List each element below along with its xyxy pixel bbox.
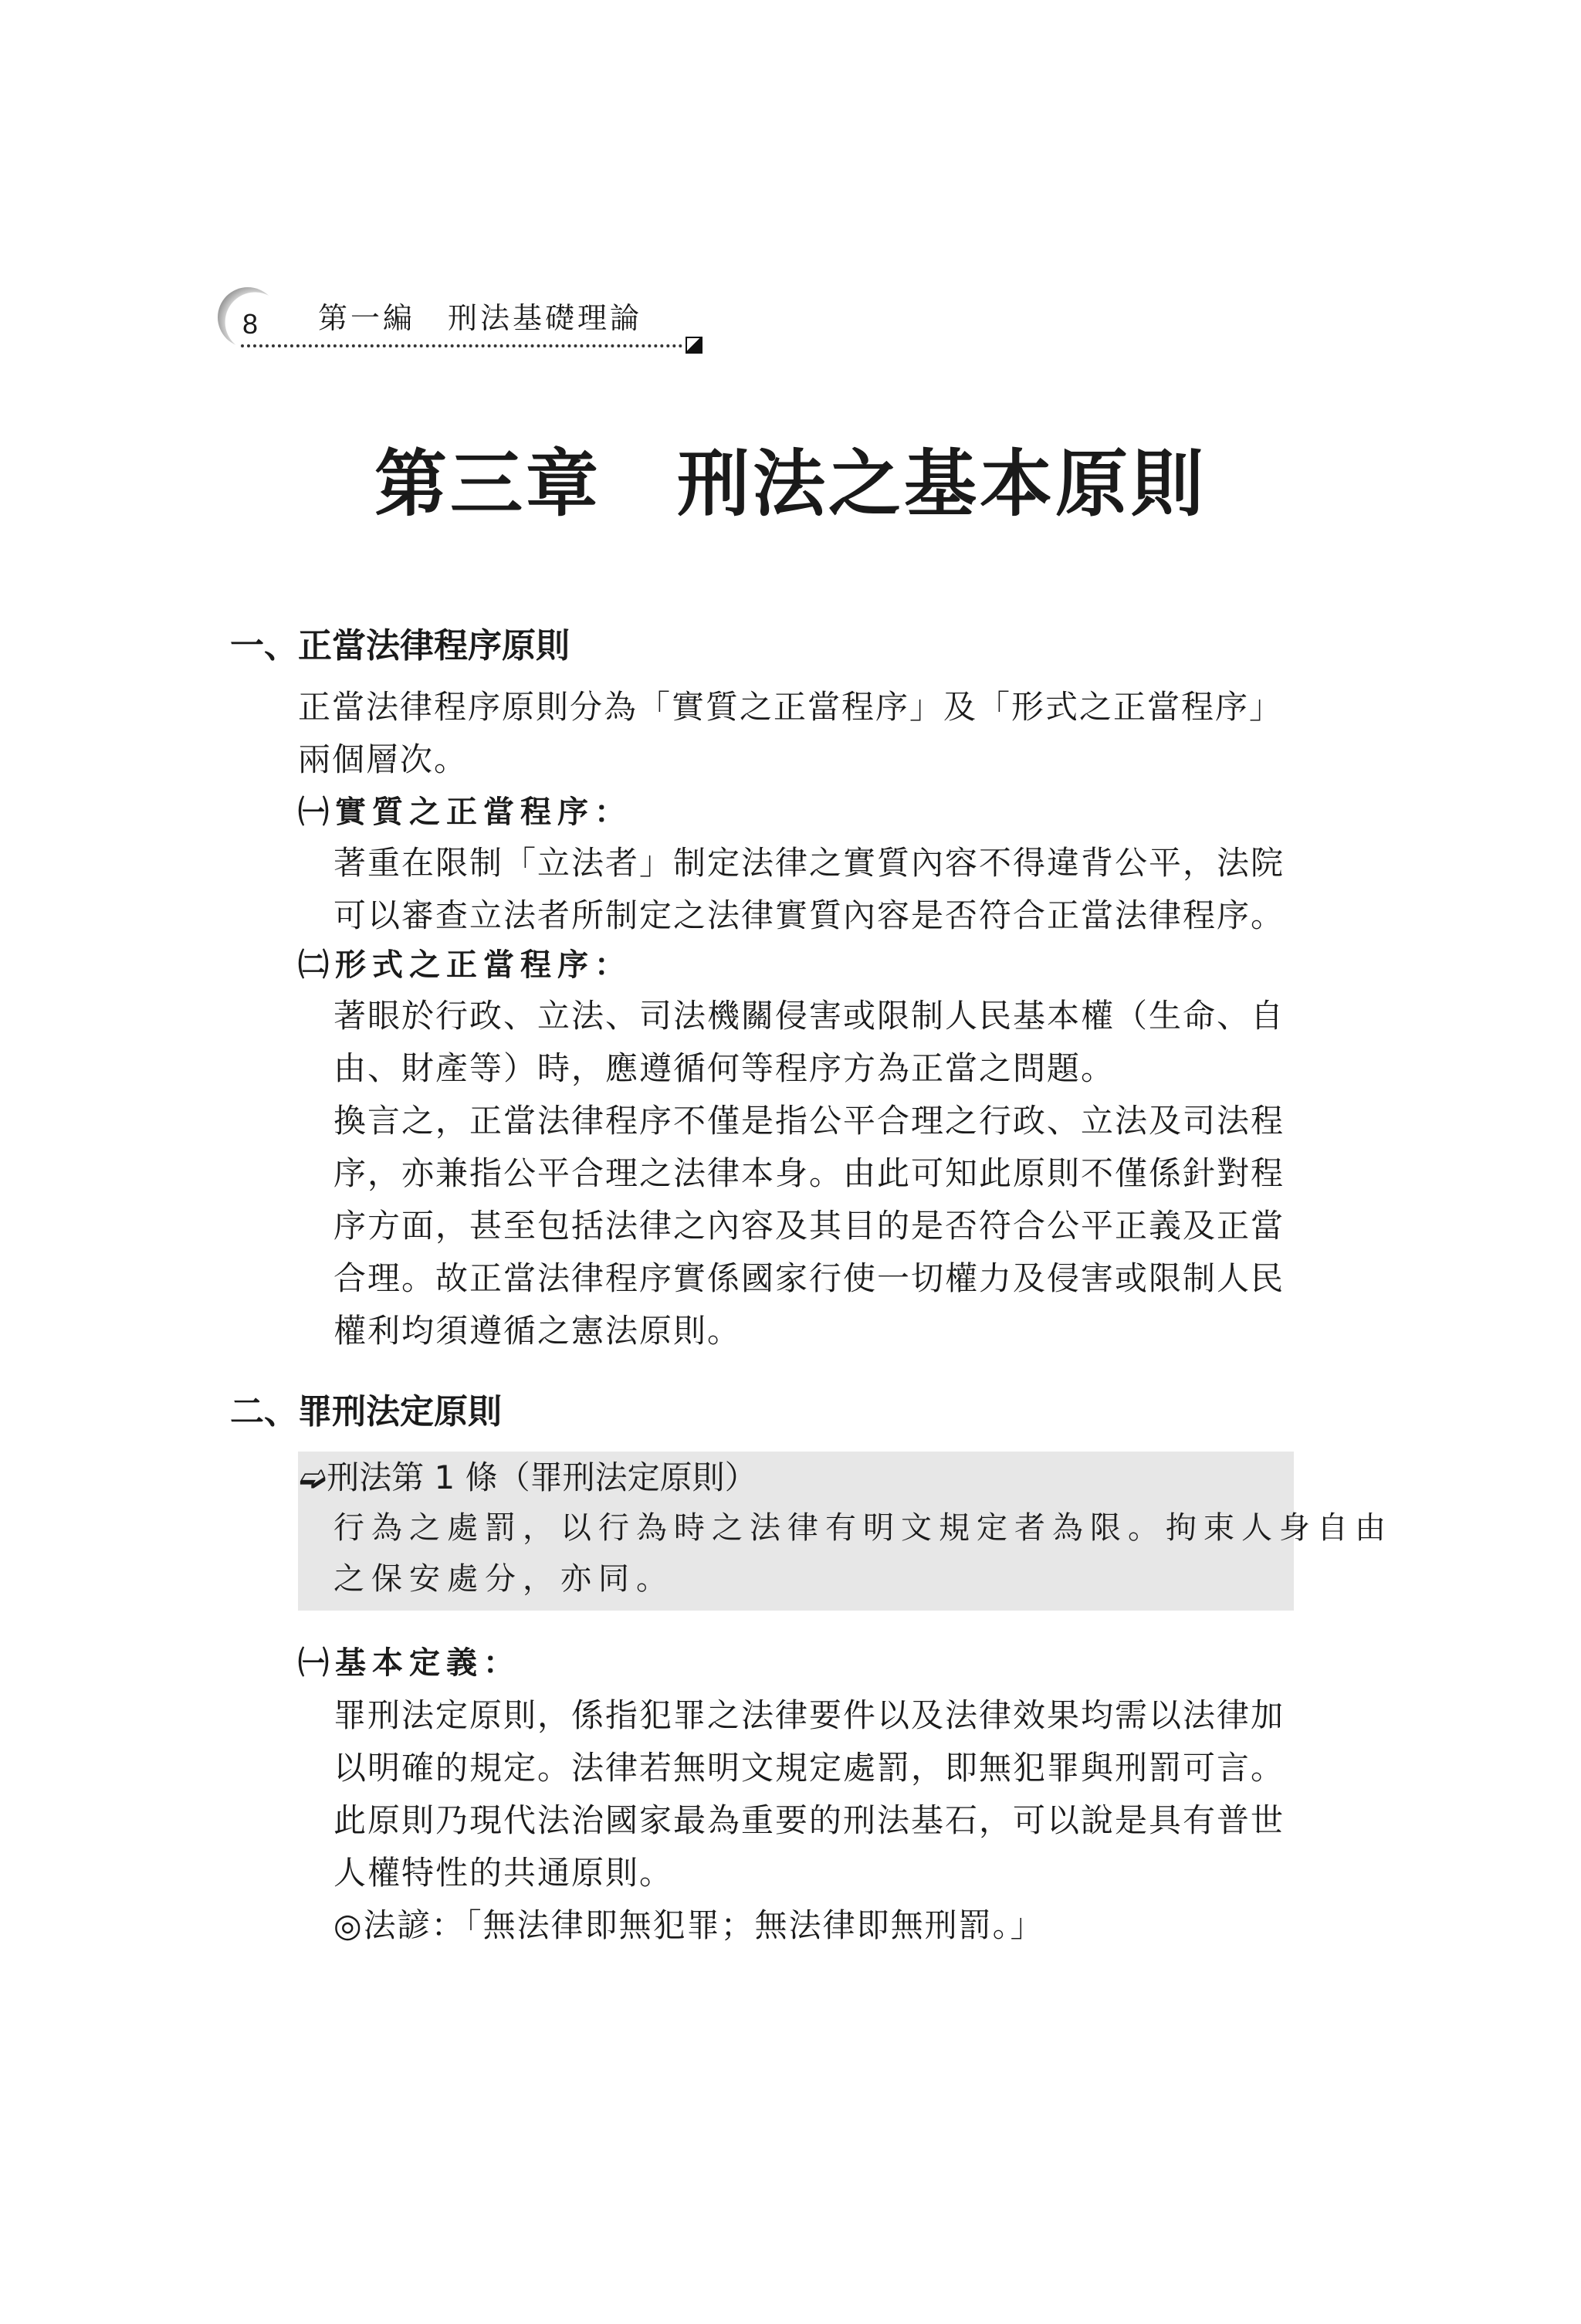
subsection-body	[333, 837, 1306, 942]
subsection-heading: ㈠基本定義：	[298, 1645, 520, 1681]
running-title: 第一編 刑法基礎理論	[318, 301, 643, 335]
text-line: 以明確的規定。法律若無明文規定處罰，即無犯罪與刑罰可言。	[333, 1749, 1285, 1787]
text-line: 權利均須遵循之憲法原則。	[333, 1312, 742, 1350]
text-line: 正當法律程序原則分為「實質之正當程序」及「形式之正當程序」	[298, 688, 1284, 726]
section-heading-1: 一、正當法律程序原則	[230, 626, 570, 666]
subsection-heading: ㈠實質之正當程序：	[298, 794, 631, 830]
section-heading-2: 二、罪刑法定原則	[230, 1392, 502, 1431]
chapter-title: 第三章 刑法之基本原則	[374, 442, 1207, 527]
page-number: 8	[242, 308, 259, 340]
text-line: 兩個層次。	[298, 740, 469, 778]
text-line: 序，亦兼指公平合理之法律本身。由此可知此原則不僅係針對程	[333, 1154, 1285, 1192]
legal-maxim: ◎法諺：「無法律即無犯罪；無法律即無刑罰。」	[333, 1906, 1044, 1944]
text-line: 合理。故正當法律程序實係國家行使一切權力及侵害或限制人民	[333, 1259, 1285, 1297]
text-line: 換言之，正當法律程序不僅是指公平合理之行政、立法及司法程	[333, 1102, 1285, 1140]
header-dotted-rule	[241, 344, 682, 347]
subsection-body	[333, 990, 1306, 1357]
text-line: 著眼於行政、立法、司法機關侵害或限制人民基本權（生命、自	[333, 997, 1285, 1035]
text-line: 著重在限制「立法者」制定法律之實質內容不得違背公平，法院	[333, 844, 1285, 882]
statute-text	[333, 1502, 1393, 1604]
text-line: 行為之處罰，以行為時之法律有明文規定者為限。拘束人身自由	[333, 1510, 1393, 1546]
header-corner-mark	[686, 337, 702, 354]
text-line: 之保安處分，亦同。	[333, 1561, 674, 1597]
text-line: 序方面，甚至包括法律之內容及其目的是否符合公平正義及正當	[333, 1207, 1285, 1245]
subsection-heading: ㈡形式之正當程序：	[298, 947, 631, 983]
text-line: 人權特性的共通原則。	[333, 1854, 674, 1892]
section1-intro	[298, 681, 1302, 786]
statute-heading: ➫刑法第 1 條（罪刑法定原則）	[300, 1458, 757, 1496]
text-line: 可以審查立法者所制定之法律實質內容是否符合正當法律程序。	[333, 896, 1285, 934]
text-line: 罪刑法定原則，係指犯罪之法律要件以及法律效果均需以法律加	[333, 1696, 1285, 1734]
subsection-body	[333, 1689, 1306, 1952]
text-line: 此原則乃現代法治國家最為重要的刑法基石，可以說是具有普世	[333, 1801, 1285, 1839]
text-line: 由、財產等）時，應遵循何等程序方為正當之問題。	[333, 1049, 1116, 1087]
